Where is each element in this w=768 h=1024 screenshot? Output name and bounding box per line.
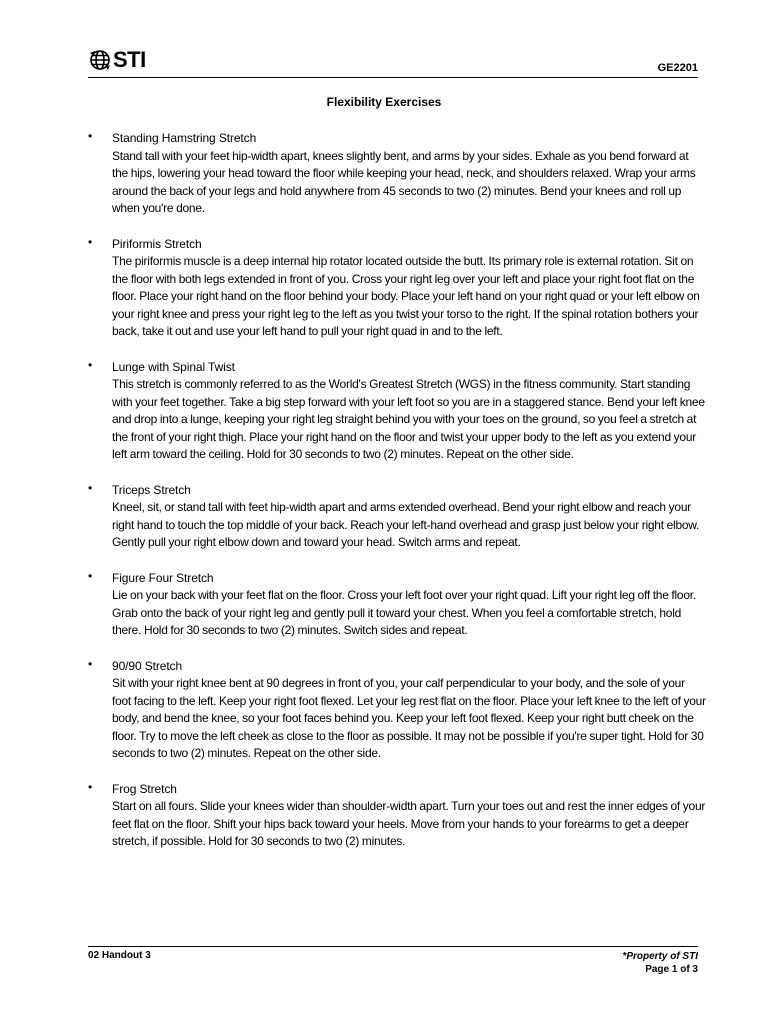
exercise-item <box>88 480 706 552</box>
exercise-title: Frog Stretch <box>112 781 177 796</box>
handout-label: 02 Handout 3 <box>88 950 151 961</box>
bullet-icon: • <box>88 568 93 583</box>
page-title: Flexibility Exercises <box>326 95 442 109</box>
course-code: GE2201 <box>657 62 698 74</box>
exercise-title: Piriformis Stretch <box>112 236 202 251</box>
exercise-item <box>88 568 706 640</box>
footer-info <box>622 950 698 976</box>
bullet-icon: • <box>88 129 93 143</box>
exercise-description: The piriformis muscle is a deep internal hip rotator located outside the butt. Its primary role is external rotation. Sit on the floor with both legs extended in front of you. Cross your right leg over your left and place your right foot flat on the floor. Place your right hand on the floor behind your body. Place your left hand on your right quad or your left elbow on your right knee and press your right leg to the left as you twist your torso to the right. If the spinal rotation bothers your back, take it out and use your left hand to pull your right quad in and to the left. <box>112 254 700 338</box>
exercise-item <box>88 234 706 341</box>
exercise-item <box>88 779 706 851</box>
bullet-icon: • <box>88 779 93 794</box>
exercise-item <box>88 656 706 763</box>
exercise-title: Lunge with Spinal Twist <box>112 359 235 374</box>
bullet-icon: • <box>88 357 93 372</box>
bullet-icon: • <box>88 234 93 249</box>
logo-text: STI <box>113 47 146 72</box>
property-label: *Property of STI <box>622 951 698 962</box>
exercise-item <box>88 129 706 218</box>
exercise-description: Lie on your back with your feet flat on the floor. Cross your left foot over your right quad. Lift your right leg off the floor. Grab onto the back of your right leg and gently pull it toward your chest. When you feel a comfortable stretch, hold there. Hold for 30 seconds to two (2) minutes. Switch sides and repeat. <box>112 588 696 637</box>
exercise-title: Triceps Stretch <box>112 482 191 497</box>
bullet-icon: • <box>88 480 93 495</box>
sti-logo <box>88 48 146 72</box>
exercise-description: Start on all fours. Slide your knees wider than shoulder-width apart. Turn your toes out and rest the inner edges of your feet flat on the floor. Shift your hips back toward your heels. Move from your hands to your forearms to get a deeper stretch, if possible. Hold for 30 seconds to two (2) minutes. <box>112 799 706 848</box>
exercise-description: Kneel, sit, or stand tall with feet hip-width apart and arms extended overhead. Bend your right elbow and reach your right hand to touch the top middle of your back. Reach your left-hand overhead and grasp just below your right elbow. Gently pull your right elbow down and toward your head. Switch arms and repeat. <box>112 500 700 549</box>
exercise-list <box>88 129 706 869</box>
exercise-title: 90/90 Stretch <box>112 658 183 673</box>
header-divider <box>88 77 698 78</box>
exercise-item <box>88 357 706 464</box>
exercise-description: Stand tall with your feet hip-width apart, knees slightly bent, and arms by your sides. Exhale as you bend forward at the hips, lowering your head toward the floor while keeping your head, neck, and shoulders relaxed. Wrap your arms around the back of your legs and hold anywhere from 45 seconds to two (2) minutes. Bend your knees and roll up when you're done. <box>112 148 696 215</box>
page-number: Page 1 of 3 <box>645 964 698 975</box>
globe-icon <box>88 48 112 72</box>
exercise-title: Standing Hamstring Stretch <box>112 131 257 145</box>
bullet-icon: • <box>88 656 93 671</box>
exercise-description: This stretch is commonly referred to as the World's Greatest Stretch (WGS) in the fitness community. Start standing with your feet together. Take a big step forward with your left foot so you are in a staggered stance. Bend your left knee and drop into a lunge, keeping your right leg straight behind you with your toes on the ground, so you feel a stretch at the front of your right thigh. Place your right hand on the floor and twist your upper body to the left as you extend your left arm toward the ceiling. Hold for 30 seconds to two (2) minutes. Repeat on the other side. <box>112 377 705 461</box>
exercise-description: Sit with your right knee bent at 90 degrees in front of you, your calf perpendicular to your body, and the sole of your foot facing to the left. Keep your right foot flexed. Let your leg rest flat on the floor. Place your left knee to the left of your body, and bend the knee, so your foot faces behind you. Keep your left foot flexed. Keep your right butt cheek on the floor. Try to move the left cheek as close to the floor as possible. It may not be possible if you're super tight. Hold for 30 seconds to two (2) minutes. Repeat on the other side. <box>112 676 706 760</box>
exercise-title: Figure Four Stretch <box>112 570 214 585</box>
footer-divider <box>88 946 698 947</box>
